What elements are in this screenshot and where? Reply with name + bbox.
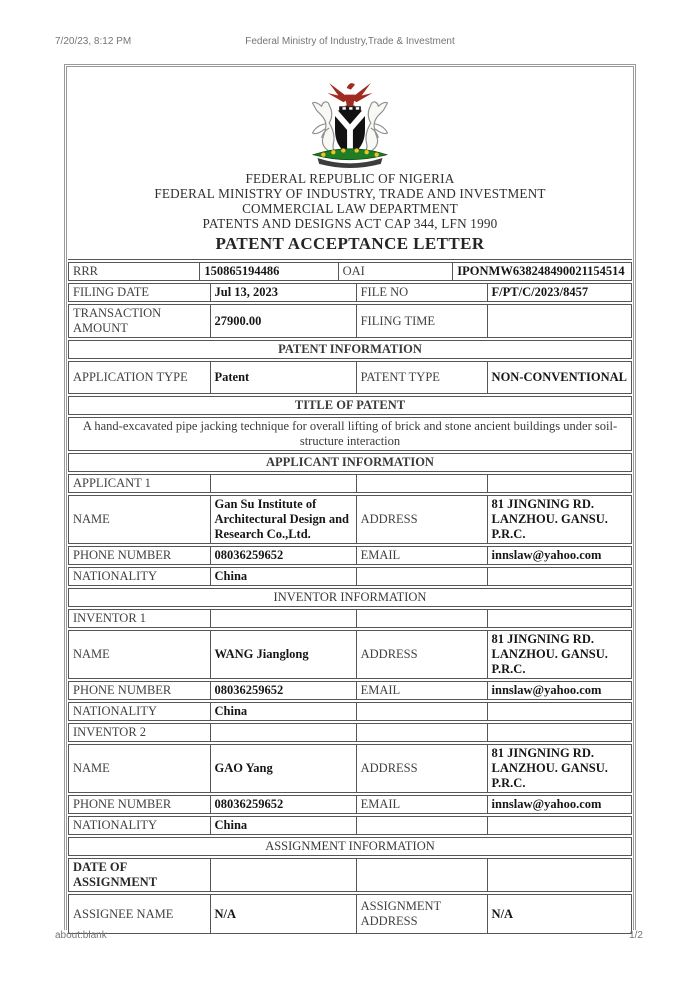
nigeria-coat-of-arms-icon — [291, 78, 409, 168]
assignment-address-value: N/A — [487, 895, 631, 933]
inventor-2-header: INVENTOR 2 — [73, 725, 147, 739]
inventor-1-name-label: NAME — [73, 647, 110, 661]
transaction-amount-label: TRANSACTION AMOUNT — [73, 306, 162, 335]
patent-type-label: PATENT TYPE — [356, 362, 487, 393]
patent-acceptance-letter — [64, 64, 636, 930]
section-patent-information — [68, 340, 632, 359]
row-applicant-header — [68, 474, 632, 493]
section-title-of-patent — [68, 396, 632, 415]
date-of-assignment-value — [210, 859, 356, 891]
inventor-1-header: INVENTOR 1 — [73, 611, 147, 625]
assignment-information-title: ASSIGNMENT INFORMATION — [265, 839, 435, 853]
assignment-address-label: ASSIGNMENT ADDRESS — [356, 895, 487, 933]
empty-cell — [487, 724, 631, 741]
row-inventor-1-header — [68, 609, 632, 628]
document-title: PATENT ACCEPTANCE LETTER — [215, 234, 485, 253]
assignee-name-value: N/A — [210, 895, 356, 933]
inventor-2-email-value: innslaw@yahoo.com — [487, 796, 631, 813]
row-inventor-1-phone-email — [68, 681, 632, 700]
empty-cell — [356, 817, 487, 834]
rrr-value: 150865194486 — [199, 263, 337, 280]
applicant-nationality-value: China — [210, 568, 356, 585]
inventor-2-nationality-value: China — [210, 817, 356, 834]
inventor-2-nationality-label: NATIONALITY — [73, 818, 158, 832]
inventor-1-phone-label: PHONE NUMBER — [73, 683, 172, 697]
row-filing-date — [68, 283, 632, 302]
filing-time-label: FILING TIME — [356, 305, 487, 337]
empty-cell — [356, 568, 487, 585]
patent-title-value: A hand-excavated pipe jacking technique for overall lifting of brick and stone ancient buildings under soil-structure interaction — [82, 419, 618, 448]
applicant-email-value: innslaw@yahoo.com — [487, 547, 631, 564]
date-of-assignment-label: DATE OF ASSIGNMENT — [73, 860, 158, 889]
patent-information-title: PATENT INFORMATION — [278, 342, 422, 356]
letterhead-line-ministry: FEDERAL MINISTRY OF INDUSTRY, TRADE AND INVESTMENT — [154, 186, 546, 201]
applicant-1-header: APPLICANT 1 — [73, 476, 151, 490]
empty-cell — [487, 568, 631, 585]
print-timestamp: 7/20/23, 8:12 PM — [55, 36, 132, 47]
patent-type-value: NON-CONVENTIONAL — [487, 362, 631, 393]
row-inventor-1-name-address — [68, 630, 632, 679]
inventor-1-email-value: innslaw@yahoo.com — [487, 682, 631, 699]
empty-cell — [210, 724, 356, 741]
title-of-patent-heading: TITLE OF PATENT — [294, 398, 406, 412]
inventor-1-email-label: EMAIL — [356, 682, 487, 699]
row-rrr-oai — [68, 262, 632, 281]
row-applicant-name-address — [68, 495, 632, 544]
empty-cell — [356, 475, 487, 492]
empty-cell — [487, 610, 631, 627]
row-patent-title — [68, 417, 632, 451]
inventor-1-address-label: ADDRESS — [356, 631, 487, 678]
letterhead-line-act: PATENTS AND DESIGNS ACT CAP 344, LFN 1990 — [202, 216, 498, 231]
row-applicant-phone-email — [68, 546, 632, 565]
row-date-of-assignment — [68, 858, 632, 892]
row-inventor-2-name-address — [68, 744, 632, 793]
inventor-2-email-label: EMAIL — [356, 796, 487, 813]
assignee-name-label: ASSIGNEE NAME — [73, 906, 174, 921]
empty-cell — [210, 610, 356, 627]
empty-cell — [356, 703, 487, 720]
row-assignee — [68, 894, 632, 934]
row-transaction — [68, 304, 632, 338]
empty-cell — [356, 610, 487, 627]
row-inventor-2-header — [68, 723, 632, 742]
filing-time-value — [487, 305, 631, 337]
print-page-title: Federal Ministry of Industry,Trade & Investment — [245, 36, 455, 47]
section-applicant-information — [68, 453, 632, 472]
applicant-email-label: EMAIL — [356, 547, 487, 564]
empty-cell — [210, 475, 356, 492]
rrr-label: RRR — [73, 264, 99, 278]
file-no-value: F/PT/C/2023/8457 — [487, 284, 631, 301]
row-inventor-2-phone-email — [68, 795, 632, 814]
section-assignment-information — [68, 837, 632, 856]
applicant-name-label: NAME — [73, 512, 110, 526]
file-no-label: FILE NO — [356, 284, 487, 301]
inventor-2-name-value: GAO Yang — [210, 745, 356, 792]
row-inventor-1-nationality — [68, 702, 632, 721]
inventor-information-title: INVENTOR INFORMATION — [273, 590, 427, 604]
letterhead-line-department: COMMERCIAL LAW DEPARTMENT — [242, 201, 458, 216]
print-source-url: about:blank — [55, 930, 107, 941]
letterhead-line-country: FEDERAL REPUBLIC OF NIGERIA — [245, 171, 455, 186]
applicant-nationality-label: NATIONALITY — [73, 569, 158, 583]
application-type-value: Patent — [210, 362, 356, 393]
print-page-indicator: 1/2 — [629, 930, 643, 941]
inventor-2-phone-value: 08036259652 — [210, 796, 356, 813]
empty-cell — [356, 724, 487, 741]
empty-cell — [487, 475, 631, 492]
empty-cell — [487, 859, 631, 891]
applicant-name-value: Gan Su Institute of Architectural Design and Research Co.,Ltd. — [210, 496, 356, 543]
inventor-1-name-value: WANG Jianglong — [210, 631, 356, 678]
inventor-2-name-label: NAME — [73, 761, 110, 775]
inventor-2-phone-label: PHONE NUMBER — [73, 797, 172, 811]
oai-label: OAI — [338, 263, 453, 280]
inventor-1-address-value: 81 JINGNING RD. LANZHOU. GANSU. P.R.C. — [487, 631, 631, 678]
inventor-1-phone-value: 08036259652 — [210, 682, 356, 699]
applicant-phone-value: 08036259652 — [210, 547, 356, 564]
oai-value: IPONMW638248490021154514 — [452, 263, 631, 280]
row-inventor-2-nationality — [68, 816, 632, 835]
row-application-type — [68, 361, 632, 394]
application-type-label: APPLICATION TYPE — [73, 370, 188, 384]
empty-cell — [487, 817, 631, 834]
transaction-amount-value: 27900.00 — [210, 305, 356, 337]
empty-cell — [487, 703, 631, 720]
inventor-1-nationality-value: China — [210, 703, 356, 720]
filing-date-value: Jul 13, 2023 — [210, 284, 356, 301]
applicant-address-value: 81 JINGNING RD. LANZHOU. GANSU. P.R.C. — [487, 496, 631, 543]
filing-date-label: FILING DATE — [73, 285, 150, 299]
applicant-phone-label: PHONE NUMBER — [73, 548, 172, 562]
empty-cell — [356, 859, 487, 891]
inventor-2-address-value: 81 JINGNING RD. LANZHOU. GANSU. P.R.C. — [487, 745, 631, 792]
inventor-1-nationality-label: NATIONALITY — [73, 704, 158, 718]
applicant-address-label: ADDRESS — [356, 496, 487, 543]
inventor-2-address-label: ADDRESS — [356, 745, 487, 792]
row-applicant-nationality — [68, 567, 632, 586]
section-inventor-information — [68, 588, 632, 607]
applicant-information-title: APPLICANT INFORMATION — [266, 455, 434, 469]
letterhead — [68, 78, 632, 260]
